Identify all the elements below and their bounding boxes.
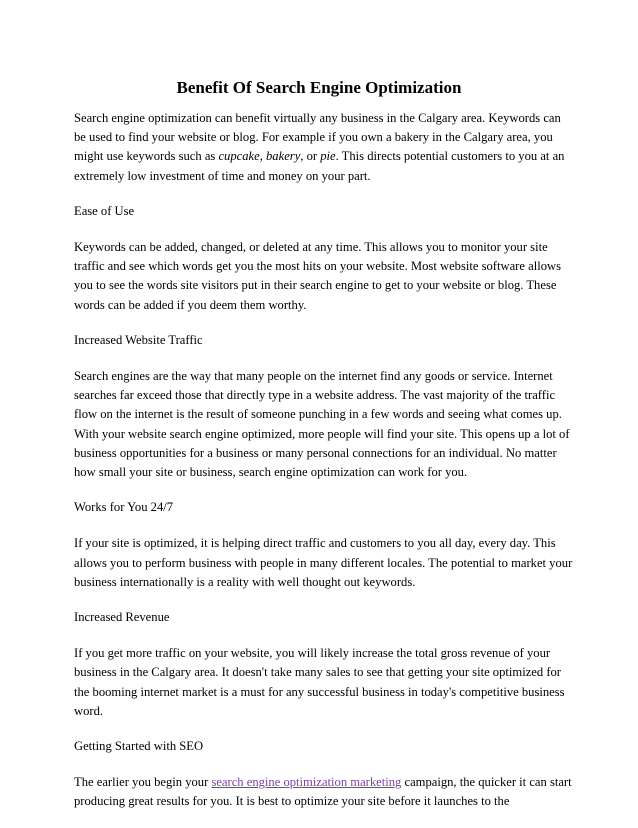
section-text-ease-of-use: Keywords can be added, changed, or deleted at any time. This allows you to monitor your site traffic and see which words get you the most hits on your website. Most website software allows you to see the words site visitors put in their search engine to get to your website or blog. These words can be added if you deem them worthy. xyxy=(74,240,561,312)
section-text-getting-started xyxy=(74,773,574,811)
section-heading-getting-started: Getting Started with SEO xyxy=(74,739,204,754)
section-text-increased-traffic: Search engines are the way that many people on the internet find any goods or service. Internet searches far exceed those that directly type in a website address. The vast majority of the traffic flow on the internet is the result of someone punching in a few words and seeing what comes up. With your website search engine optimized, more people will find your site. This opens up a lot of business opportunities for a business or many personal connections for an individual. No matter how small your site or business, search engine optimization can work for you. xyxy=(74,369,570,480)
section-heading-ease-of-use: Ease of Use xyxy=(74,203,135,218)
intro-paragraph xyxy=(74,109,574,186)
intro-text-1: Search engine optimization can benefit virtually any business in the Calgary area. Keywords can be used to find your website or blog. For example if you own a bakery in the Calgary area, you might use keywords such as xyxy=(74,111,561,164)
intro-text-3: . This directs potential customers to you at an extremely low investment of time and money on your part. xyxy=(74,149,565,183)
section-heading-increased-traffic: Increased Website Traffic xyxy=(74,332,203,347)
intro-text-2: , or xyxy=(300,149,321,164)
section-text-increased-revenue: If you get more traffic on your website, you will likely increase the total gross revenue of your business in the Calgary area. It doesn't take many sales to see that getting your site optimized for the booming internet market is a must for any successful business in today's competitive business word. xyxy=(74,646,565,718)
section-heading-increased-revenue: Increased Revenue xyxy=(74,610,170,625)
getting-started-text-after: campaign, the quicker it can start producing great results for you. It is best to optimize your site before it launches to the xyxy=(74,775,572,809)
section-heading-works-24-7: Works for You 24/7 xyxy=(74,500,174,515)
document-title: Benefit Of Search Engine Optimization xyxy=(176,78,462,97)
intro-italic-keywords: cupcake, bakery xyxy=(218,149,301,164)
getting-started-text-before: The earlier you begin your xyxy=(74,775,212,790)
document-body xyxy=(74,109,574,828)
seo-marketing-link[interactable]: search engine optimization marketing xyxy=(211,775,402,790)
section-text-works-24-7: If your site is optimized, it is helping direct traffic and customers to you all day, every day. This allows you to perform business with people in many different locales. The potential to market your business internationally is a reality with well thought out keywords. xyxy=(74,536,573,589)
intro-italic-pie: pie xyxy=(320,149,336,164)
